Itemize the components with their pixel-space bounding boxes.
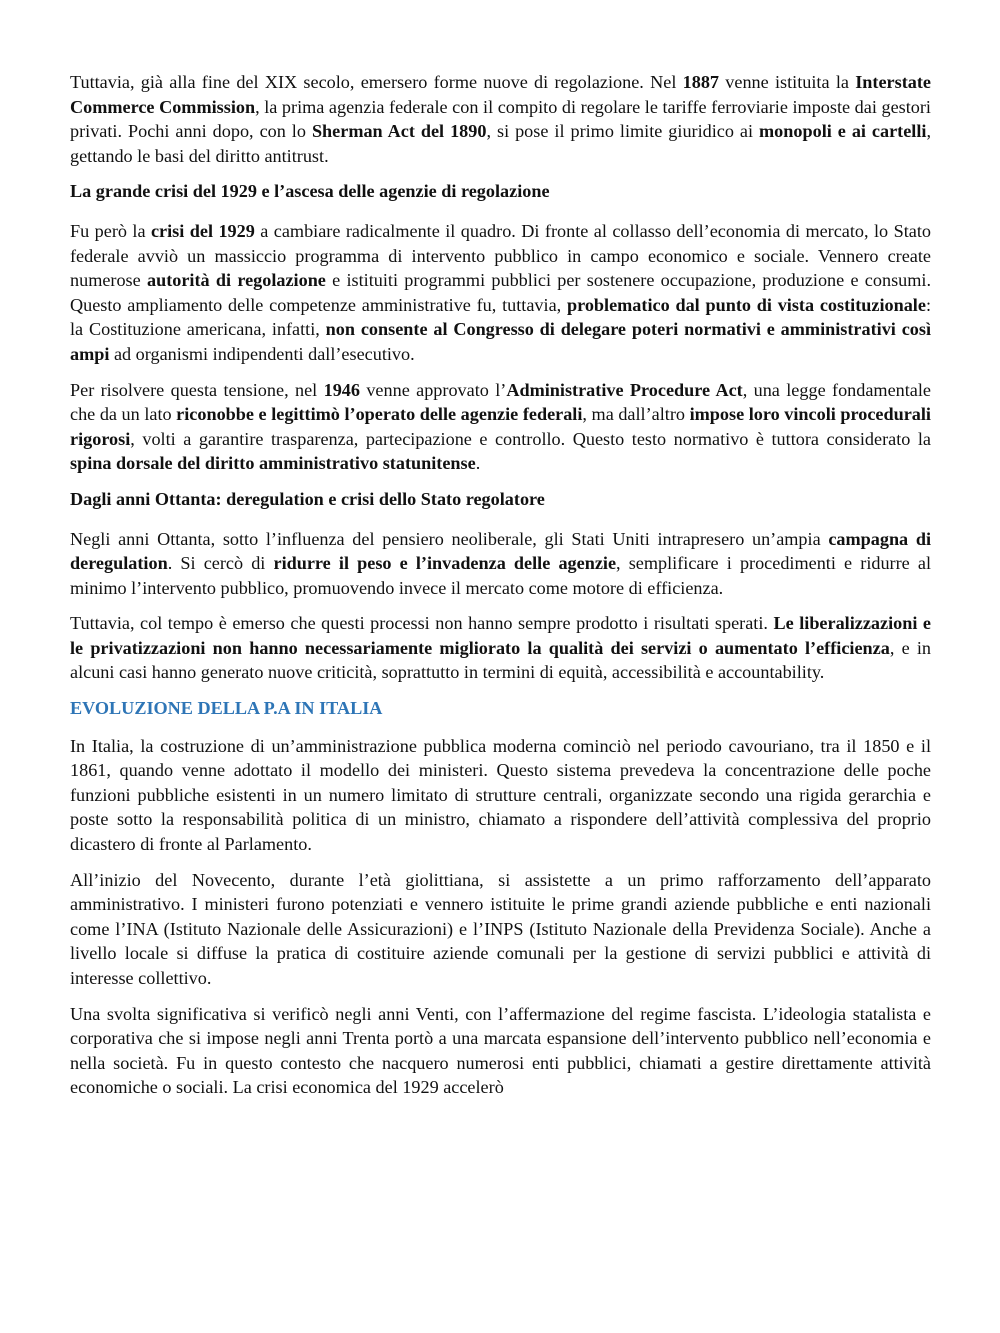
- paragraph-deregulation: [70, 527, 931, 601]
- bold-segment: crisi del 1929: [150, 220, 255, 241]
- text-segment: , si pose il primo limite giuridico ai: [486, 121, 760, 142]
- bold-segment: riconobbe e legittimò l’operato delle agenzie federali: [176, 404, 583, 425]
- document-page: [70, 70, 931, 1100]
- text-segment: Una svolta significativa si verificò negli anni Venti, con l’affermazione del regime fascista. L’ideologia statalista e corporativa che si impose negli anni Trenta portò a una marcata espansione dell’intervento pubblico nell’economia e nella società. Fu in questo contesto che nacquero numerosi enti pubblici, chiamati a gestire direttamente attività economiche o sociali. La crisi economica del 1929 accelerò: [70, 1003, 931, 1098]
- text-segment: venne istituita la: [719, 72, 856, 92]
- text-segment: , semplificare i procedimenti e ridurre al minimo l’intervento pubblico, promuovendo invece il mercato come motore di efficienza.: [70, 553, 932, 598]
- bold-segment: non consente al Congresso di delegare poteri normativi e amministrativi così ampi: [70, 319, 931, 364]
- paragraph-interstate-sherman: [70, 70, 931, 168]
- paragraph-administrative-procedure-act: [70, 378, 931, 476]
- bold-segment: 1946: [323, 379, 360, 400]
- text-segment: , la prima agenzia federale con il compito di regolare le tariffe ferroviarie imposte dai gestori privati. Pochi anni dopo, con lo: [70, 96, 931, 142]
- text-segment: . Si cercò di: [167, 553, 274, 574]
- text-segment: a cambiare radicalmente il quadro. Di fronte al collasso dell’economia di mercato, lo Stato federale avviò un massiccio programma di intervento pubblico in campo economico e sociale. Vennero create numerose: [70, 220, 931, 291]
- text-segment: Negli anni Ottanta, sotto l’influenza del pensiero neoliberale, gli Stati Uniti intrapresero un’ampia: [70, 528, 829, 549]
- text-segment: , volti a garantire trasparenza, partecipazione e controllo. Questo testo normativo è tuttora considerato la: [130, 428, 931, 449]
- text-segment: venne approvato l’: [359, 379, 507, 400]
- bold-segment: Administrative Procedure Act: [506, 379, 743, 400]
- paragraph-eta-giolittiana: [70, 868, 931, 991]
- text-segment: .: [475, 453, 481, 474]
- text-segment: Per risolvere questa tensione, nel: [70, 379, 324, 400]
- bold-segment: 1887: [682, 72, 720, 92]
- text-segment: Tuttavia, già alla fine del XIX secolo, emersero forme nuove di regolazione. Nel: [70, 72, 683, 92]
- text-segment: All’inizio del Novecento, durante l’età giolittiana, si assistette a un primo rafforzamento dell’apparato amministrativo. I ministeri furono potenziati e vennero istituite le prime grandi aziende pubbliche e enti nazionali come l’INA (Istituto Nazionale delle Assicurazioni) e l’INPS (Istituto Nazionale della Previdenza Sociale). Anche a livello locale si diffuse la pratica di costituire aziende comunali per la gestione di servizi pubblici e attività di interesse collettivo.: [70, 869, 931, 988]
- text-segment: , gettando le basi del diritto antitrust.: [70, 121, 932, 166]
- text-segment: , e in alcuni casi hanno generato nuove criticità, soprattutto in termini di equità, accessibilità e accountability.: [70, 637, 931, 683]
- bold-segment: autorità di regolazione: [146, 270, 326, 291]
- text-segment: e istituiti programmi pubblici per sostenere occupazione, produzione e consumi. Questo ampliamento delle competenze amministrative fu, tuttavia,: [70, 270, 931, 315]
- subheading-anni-ottanta: Dagli anni Ottanta: deregulation e crisi dello Stato regolatore: [70, 488, 545, 509]
- paragraph-periodo-cavouriano: [70, 734, 931, 857]
- bold-segment: spina dorsale del diritto amministrativo statunitense: [70, 453, 476, 474]
- paragraph-liberalizzazioni: [70, 611, 931, 685]
- text-segment: , una legge fondamentale che da un lato: [70, 379, 931, 425]
- text-segment: , ma dall’altro: [582, 404, 690, 425]
- bold-segment: impose loro vincoli procedurali rigorosi: [70, 404, 931, 449]
- text-segment: In Italia, la costruzione di un’amministrazione pubblica moderna cominciò nel periodo cavouriano, tra il 1850 e il 1861, quando venne adottato il modello dei ministeri. Questo sistema prevedeva la concentrazione delle poche funzioni pubbliche esistenti in un numero limitato di strutture centrali, organizzate secondo una rigida gerarchia e poste sotto la responsabilità politica di un ministro, chiamato a rispondere dell’attività complessiva del proprio dicastero di fronte al Parlamento.: [70, 735, 931, 855]
- bold-segment: Sherman Act del 1890: [311, 121, 487, 142]
- bold-segment: monopoli e ai cartelli: [759, 121, 927, 142]
- bold-segment: ridurre il peso e l’invadenza delle agenzie: [273, 553, 617, 574]
- bold-segment: campagna di deregulation: [70, 528, 931, 574]
- bold-segment: Interstate Commerce Commission: [70, 72, 931, 117]
- text-segment: : la Costituzione americana, infatti,: [70, 294, 931, 340]
- bold-segment: problematico dal punto di vista costituzionale: [566, 294, 926, 315]
- text-segment: ad organismi indipendenti dall’esecutivo.: [109, 343, 415, 364]
- text-segment: Fu però la: [70, 220, 151, 241]
- bold-segment: Le liberalizzazioni e le privatizzazioni non hanno necessariamente migliorato la qualità dei servizi o aumentato l’efficienza: [70, 613, 932, 658]
- paragraph-regime-fascista: [70, 1002, 931, 1100]
- section-title-evoluzione-pa-italia: EVOLUZIONE DELLA P.A IN ITALIA: [70, 698, 383, 719]
- paragraph-crisi-1929: [70, 219, 931, 367]
- subheading-crisi-1929: La grande crisi del 1929 e l’ascesa delle agenzie di regolazione: [70, 181, 550, 202]
- text-segment: Tuttavia, col tempo è emerso che questi processi non hanno sempre prodotto i risultati sperati.: [70, 613, 774, 634]
